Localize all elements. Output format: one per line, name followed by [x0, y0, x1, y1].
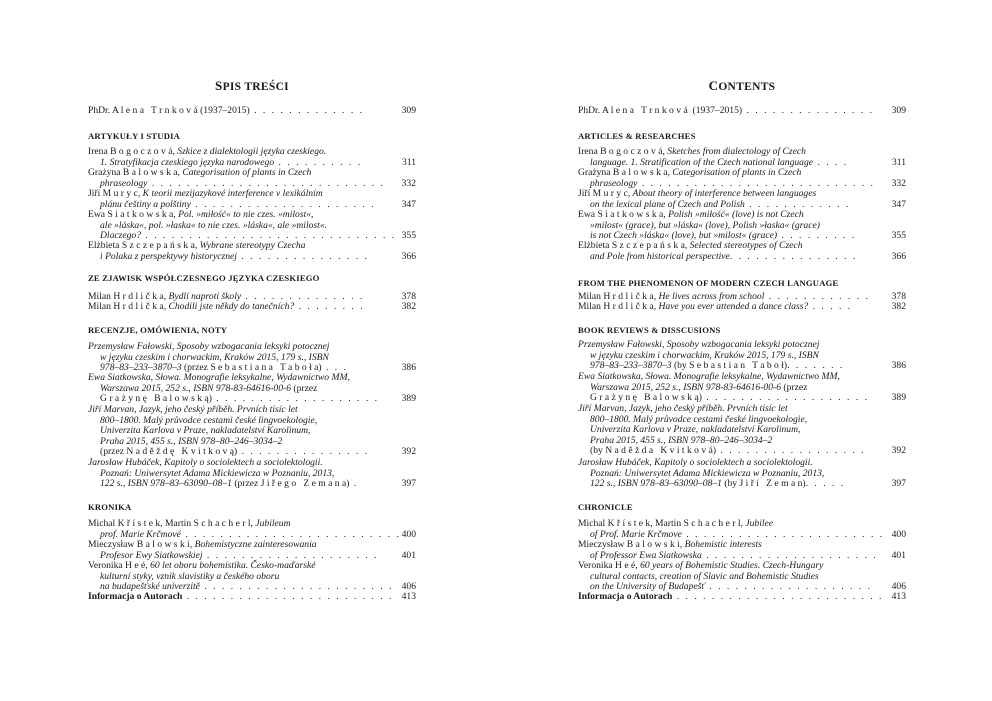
page-number: 311 — [401, 156, 416, 168]
toc-entry — [88, 405, 416, 458]
toc-text: Irena — [88, 146, 111, 157]
toc-text: Jiří — [578, 188, 593, 199]
toc-text: , Szkice z dialektologii języka czeskiego. — [172, 146, 327, 157]
toc-text: B o g o c z o v á — [600, 146, 663, 157]
toc-text: S c h a c h e r l — [193, 518, 251, 529]
page-number: 378 — [401, 291, 416, 302]
toc-entry — [88, 342, 416, 374]
toc-text: H r d l i č k a — [603, 291, 654, 302]
toc-entry — [578, 540, 906, 561]
toc-entry — [578, 519, 906, 540]
toc-text: , 60 let oboru bohemistika. Česko-maďarské — [145, 560, 316, 571]
toc-text: , Sketches from dialectology of Czech — [662, 146, 806, 157]
toc-text: , Martin — [160, 518, 194, 529]
toc-text: PhDr. — [88, 105, 112, 116]
toc-text: B a l o w s k a — [122, 167, 178, 178]
toc-text: S i a t k o w s k a — [107, 209, 174, 220]
toc-text: . . . . . . . . . . — [274, 156, 363, 168]
toc-text: Jarosław Hubáček, Kapitoly o sociolektech a sociolektologii. — [578, 457, 813, 468]
page-number: 413 — [891, 591, 906, 602]
toc-text: . . . . . . . . — [294, 301, 365, 312]
toc-text: (przez — [781, 381, 808, 393]
toc-text: H r d l i č k a — [603, 301, 654, 312]
toc-text: , Categorisation of plants in Czech — [667, 167, 802, 178]
toc-text: . . . . . . . . . . . . . . . . . . . — [211, 393, 380, 405]
toc-text: N a d ě ž d ę K v i t k o v ą — [126, 446, 235, 458]
toc-text: B a l o w s k a — [612, 167, 668, 178]
toc-text: , Bydlí naproti školy — [163, 291, 242, 302]
toc-text: G r a ż y n ę B a l o w s k ą — [590, 392, 699, 404]
toc-text: ) — [802, 478, 806, 490]
toc-entry — [88, 373, 416, 405]
toc-text: PhDr. — [578, 105, 602, 116]
toc-entry — [88, 210, 416, 242]
toc-entry — [578, 404, 906, 457]
toc-text: 800–1800. Malý průvodce cestami české lingvoekologie, — [590, 413, 808, 425]
toc-entry — [578, 189, 906, 210]
toc-text: . . . . . . . . . . . . . . . — [237, 446, 370, 458]
toc-text: Michal — [578, 518, 608, 529]
toc-text: Jiří — [88, 188, 103, 199]
toc-text: , Selected stereotypes of Czech — [684, 240, 803, 251]
toc-text: . . . . — [813, 156, 849, 168]
toc-text: J i ř e g o Z e m a n a — [260, 478, 347, 490]
toc-text: , 60 years of Bohemistic Studies. Czech-Hungary — [635, 560, 824, 571]
toc-text: Ewa Siatkowska, Słowa. Monografie leksykalne, Wydawnictwo MM, — [578, 371, 840, 382]
toc-entry — [88, 189, 416, 210]
toc-text: (przez — [291, 382, 318, 394]
toc-text: na budapešťské univerzitě — [100, 581, 200, 593]
page-number: 382 — [891, 301, 906, 312]
toc-entry-authors — [88, 592, 416, 603]
toc-text: plánu češtiny a polštiny — [100, 198, 191, 210]
toc-text: 978–83–233–3870–3 — [590, 360, 672, 372]
section-heading: RECENZJE, OMÓWIENIA, NOTY — [88, 325, 228, 335]
toc-text: B o g o c z o v á — [110, 146, 173, 157]
page-number: 392 — [401, 446, 416, 458]
toc-text: A l e n a T r n k o v á — [602, 105, 688, 116]
toc-text: , He lives across from school — [653, 291, 765, 302]
toc-text: , Martin — [650, 518, 684, 529]
toc-text: Ewa — [88, 209, 108, 220]
section-heading: ARTYKUŁY I STUDIA — [88, 131, 181, 141]
toc-text: (1937–2015) — [197, 105, 250, 116]
toc-text: . . . . . — [808, 301, 853, 312]
page-number: 366 — [401, 250, 416, 262]
page-number: 366 — [891, 250, 906, 262]
toc-text: S — [215, 78, 223, 93]
toc-text: Univerzita Karlova v Praze, nakladatelství Karolinum, — [590, 424, 801, 436]
toc-text: , Jubileum — [250, 518, 291, 529]
toc-text: »milost« (grace), but »láska« (love), Polish »łaska« (grace) — [590, 219, 820, 231]
toc-text: Profesor Ewy Siatkowskiej — [100, 549, 203, 561]
page-number: 401 — [891, 549, 906, 561]
page-title — [88, 78, 416, 94]
toc-text: . . . . . . . . . . . . . . . . . . . — [701, 392, 870, 404]
section-heading: KRONIKA — [88, 502, 132, 512]
toc-text: , Bohemistic interests — [679, 539, 762, 550]
toc-text: 122 s., ISBN 978–83–63090–08–1 — [100, 478, 232, 490]
toc-entry-intro — [578, 106, 906, 117]
toc-text: . . . . . . . . . . . . . . . . . — [716, 445, 866, 457]
toc-text: Informacja o Autorach — [578, 591, 673, 602]
toc-text: . . . . . . . . . . . . . . . . . . . . . . . . . . . — [637, 177, 875, 189]
toc-text: H r d l i č k a — [113, 291, 164, 302]
toc-text: (by — [671, 360, 690, 372]
toc-text: Michal — [88, 518, 118, 529]
toc-text: . . . . . . . . . . . . . . — [241, 291, 365, 302]
toc-text: . . . . . . . . . . . . . . . . . . . — [704, 581, 873, 593]
toc-text: (by — [721, 478, 740, 490]
toc-text: Praha 2015, 455 s., ISBN 978–80–246–3034–2 — [100, 435, 283, 447]
toc-text: 1. Stratyfikacja czeskiego języka narodowego — [100, 156, 275, 168]
toc-text: , About theory of interference between languages — [627, 188, 817, 199]
toc-text: N a d ě ž d a K v i t k o v á — [605, 445, 713, 457]
section-heading: FROM THE PHENOMENON OF MODERN CZECH LANGUAGE — [578, 278, 839, 288]
section-heading: CHRONICLE — [578, 502, 633, 512]
toc-text: Poznań: Uniwersytet Adama Mickiewicza w Poznaniu, 2013, — [100, 467, 335, 479]
toc-text: , Bohemistyczne zainteresowania — [189, 539, 317, 550]
toc-text: , Wybrane stereotypy Czecha — [194, 240, 306, 251]
page-number: 382 — [401, 301, 416, 312]
page-number: 386 — [891, 360, 906, 372]
toc-text: , Jubilee — [740, 518, 774, 529]
toc-text: S c h a c h e r l — [683, 518, 741, 529]
toc-text: ) — [783, 360, 788, 372]
toc-entry — [578, 302, 906, 313]
toc-text: H e é — [125, 560, 146, 571]
toc-text: . . . . . . . . . . . . . — [249, 105, 365, 116]
toc-text: Ewa Siatkowska, Słowa. Monografie leksykalne, Wydawnictwo MM, — [88, 372, 350, 383]
toc-text: Milan — [88, 291, 114, 302]
toc-entry — [578, 340, 906, 372]
toc-text: Mieczysław — [578, 539, 627, 550]
toc-text: (by — [590, 445, 606, 457]
toc-text: Elżbieta — [578, 240, 612, 251]
toc-text: K ř í s t e k — [607, 518, 651, 529]
page-number: 389 — [401, 393, 416, 405]
toc-text: Przemysław Fałowski, Sposoby wzbogacania leksyki potocznej — [88, 341, 330, 352]
toc-text: , Have you ever attended a dance class? — [653, 301, 809, 312]
toc-text: . — [349, 478, 359, 490]
toc-entry-intro — [88, 106, 416, 117]
toc-entry — [88, 241, 416, 262]
toc-text: 978–83–233–3870–3 — [100, 362, 182, 374]
toc-entry — [578, 168, 906, 189]
page-number: 397 — [891, 478, 906, 490]
toc-text: Przemysław Fałowski, Sposoby wzbogacania leksyki potocznej — [578, 339, 820, 350]
page-number: 347 — [891, 198, 906, 210]
toc-text: (1937–2015) — [687, 105, 743, 116]
toc-text: Irena — [578, 146, 601, 157]
toc-text: is not Czech »láska« (love), but »milost« (grace) — [590, 230, 778, 242]
toc-entry — [578, 458, 906, 490]
page-number: 392 — [891, 445, 906, 457]
toc-text: . . . . . . . . . . . . . . . — [742, 105, 875, 116]
toc-text: Poznań: Uniwersytet Adama Mickiewicza w Poznaniu, 2013, — [590, 467, 825, 479]
toc-text: Jarosław Hubáček, Kapitoly o sociolektech a sociolektologii. — [88, 457, 323, 468]
toc-entry — [578, 241, 906, 262]
toc-text: S e b a s t i a n T a b o ł — [689, 360, 784, 372]
toc-text: of Prof. Marie Krčmove — [590, 528, 682, 540]
toc-text: Milan — [88, 301, 114, 312]
toc-text: M u r y c — [592, 188, 628, 199]
toc-text: (przez — [100, 446, 127, 458]
toc-text: . . . . . . . . . . . . . . . . . . . . . . . — [681, 528, 885, 540]
toc-text: J i ř í Z e m a n — [739, 478, 803, 490]
toc-text: ) — [346, 478, 350, 490]
toc-text: ONTENTS — [718, 81, 776, 93]
page-number: 355 — [401, 230, 416, 242]
toc-text: . . . — [321, 362, 348, 374]
toc-text: . . . . . . . . . . . . . . . — [236, 250, 369, 262]
page-number: 309 — [891, 105, 906, 116]
toc-text: C — [708, 78, 719, 93]
toc-text: . . . . . . . — [787, 360, 845, 372]
toc-text: . . . . . — [805, 478, 846, 490]
toc-text: Mieczysław — [88, 539, 137, 550]
toc-text: w języku czeskim i chorwackim, Kraków 2015, 179 s., ISBN — [590, 349, 819, 361]
toc-entry — [88, 147, 416, 168]
toc-text: A l e n a T r n k o v á — [112, 105, 198, 116]
toc-entry — [578, 561, 906, 593]
toc-entry — [88, 302, 416, 313]
toc-text: Ewa — [578, 209, 598, 220]
toc-text: S z c z e p a ń s k a — [611, 240, 685, 251]
toc-text: . . . . . . . . . . . . — [764, 291, 870, 302]
toc-text: on the University of Budapešť — [590, 581, 705, 593]
toc-text: language. 1. Stratification of the Czech national language — [590, 156, 814, 168]
toc-entry — [88, 168, 416, 189]
toc-text: , Pol. »miłość« to nie czes. »milost«, — [173, 209, 314, 220]
toc-text: S i a t k o w s k a — [597, 209, 664, 220]
toc-text: Praha 2015, 455 s., ISBN 978–80–246–3034–2 — [590, 434, 773, 446]
toc-text: ) — [698, 392, 702, 404]
section-heading: ZE ZJAWISK WSPÓŁCZESNEGO JĘZYKA CZESKIEGO — [88, 273, 320, 283]
toc-text: . . . . . . . . . . . . . . . . . . . . . — [190, 198, 376, 210]
toc-text: . . . . . . . . . — [777, 230, 857, 242]
toc-text: ) — [208, 393, 212, 405]
toc-text: ) — [712, 445, 717, 457]
page-number: 311 — [891, 156, 906, 168]
toc-text: , Polish »miłość« (love) is not Czech — [663, 209, 804, 220]
page-number: 355 — [891, 230, 906, 242]
toc-text: . . . . . . . . . . . . . . . . . . . . — [701, 549, 878, 561]
section-heading: ARTICLES & RESEARCHES — [578, 131, 696, 141]
toc-text: ) — [234, 446, 238, 458]
toc-entry — [578, 372, 906, 404]
toc-text: ) — [318, 362, 322, 374]
toc-text: ale »láska«, pol. »łaska« to nie czes. »láska«, ale »milost«. — [100, 219, 328, 231]
toc-text: on the lexical plane of Czech and Polish — [590, 198, 745, 210]
toc-text: . . . . . . . . . . . . . . . . . . . . . . . . — [672, 591, 884, 602]
toc-text: Elżbieta — [88, 240, 122, 251]
page-number: 397 — [401, 478, 416, 490]
toc-text: . . . . . . . . . . . . . . . — [729, 250, 858, 262]
toc-text: Grażyna — [88, 167, 123, 178]
toc-text: B a l o w s k i — [626, 539, 680, 550]
toc-text: Univerzita Karlova v Praze, nakladatelství Karolinum, — [100, 425, 311, 437]
page-number: 347 — [401, 198, 416, 210]
toc-text: Warszawa 2015, 252 s., ISBN 978-83-64616-00-6 — [590, 381, 781, 393]
toc-text: H r d l i č k a — [113, 301, 164, 312]
toc-text: Informacja o Autorach — [88, 591, 183, 602]
page-number: 406 — [401, 581, 416, 593]
toc-text: . . . . . . . . . . . . . . . . . . . . . . . . — [182, 591, 394, 602]
page-number: 389 — [891, 392, 906, 404]
page-number: 400 — [401, 528, 416, 540]
toc-text: (przez — [181, 362, 211, 374]
toc-text: . . . . . . . . . . . . . . . . . . . . . . . . . . . — [147, 177, 385, 189]
toc-text: phraseology — [100, 177, 148, 189]
toc-text: of Professor Ewa Siatkowska — [590, 549, 702, 561]
toc-text: PIS TREŚCI — [222, 81, 289, 93]
toc-entry-authors — [578, 592, 906, 603]
toc-text: Warszawa 2015, 252 s., ISBN 978-83-64616-00-6 — [100, 382, 291, 394]
page-title — [578, 78, 906, 94]
toc-text: Dlaczego? — [100, 230, 142, 242]
toc-text: . . . . . . . . . . . . . . . . . . . . . . . . . . . . . — [141, 230, 397, 242]
toc-text: w języku czeskim i chorwackim, Kraków 2015, 179 s., ISBN — [100, 351, 329, 363]
toc-text: Milan — [578, 301, 604, 312]
page-number: 386 — [401, 362, 416, 374]
toc-text: K ř í s t e k — [117, 518, 161, 529]
toc-text: Jiří Marvan, Jazyk, jeho český příběh. Prvních tisíc let — [578, 403, 788, 414]
toc-entry — [88, 561, 416, 593]
section-heading: BOOK REVIEWS & DISSCUSIONS — [578, 325, 721, 335]
toc-text: H e é — [615, 560, 636, 571]
page-number: 332 — [891, 177, 906, 189]
toc-entry — [88, 458, 416, 490]
toc-entry — [578, 147, 906, 168]
toc-text: i Polaka z perspektywy historycznej — [100, 250, 237, 262]
toc-text: , Chodili jste někdy do tanečních? — [163, 301, 295, 312]
toc-text: phraseology — [590, 177, 638, 189]
toc-text: prof. Marie Krčmové — [100, 528, 181, 540]
page-number: 400 — [891, 528, 906, 540]
toc-text: M u r y c — [102, 188, 138, 199]
toc-text: kulturní styky, vznik slavistiky a českého oboru — [100, 570, 280, 582]
page-number: 378 — [891, 291, 906, 302]
toc-text: Veronika — [88, 560, 126, 571]
toc-text: Grażyna — [578, 167, 613, 178]
toc-text: S z c z e p a ń s k a — [121, 240, 195, 251]
toc-text: 122 s., ISBN 978–83–63090–08–1 — [590, 478, 722, 490]
toc-text: and Pole from historical perspective — [590, 250, 730, 262]
toc-text: cultural contacts, creation of Slavic and Bohemistic Studies — [590, 570, 819, 582]
page-number: 401 — [401, 549, 416, 561]
toc-text: B a l o w s k i — [136, 539, 190, 550]
toc-text: 800–1800. Malý průvodce cestami české lingvoekologie, — [100, 414, 318, 426]
toc-text: . . . . . . . . . . . . . . . . . . . . — [202, 549, 379, 561]
toc-text: . . . . . . . . . . . . — [744, 198, 851, 210]
page-number: 413 — [401, 591, 416, 602]
toc-text: . . . . . . . . . . . . . . . . . . . . . . — [199, 581, 394, 593]
toc-text: , K teorii mezijazykové interference v lexikálním — [137, 188, 323, 199]
toc-entry — [578, 210, 906, 242]
page-number: 406 — [891, 581, 906, 593]
toc-text: , Categorisation of plants in Czech — [177, 167, 312, 178]
toc-text: G r a ż y n ę B a l o w s k ą — [100, 393, 209, 405]
page-number: 309 — [401, 105, 416, 116]
toc-entry — [88, 540, 416, 561]
toc-text: S e b a s t i a n a T a b o ł a — [210, 362, 319, 374]
toc-text: Jiří Marvan, Jazyk, jeho český příběh. Prvních tisíc let — [88, 404, 298, 415]
toc-text: Veronika — [578, 560, 616, 571]
toc-entry — [88, 519, 416, 540]
toc-text: (przez — [231, 478, 261, 490]
toc-text: Milan — [578, 291, 604, 302]
page-number: 332 — [401, 177, 416, 189]
toc-text: . . . . . . . . . . . . . . . . . . . . . . . . . — [180, 528, 401, 540]
